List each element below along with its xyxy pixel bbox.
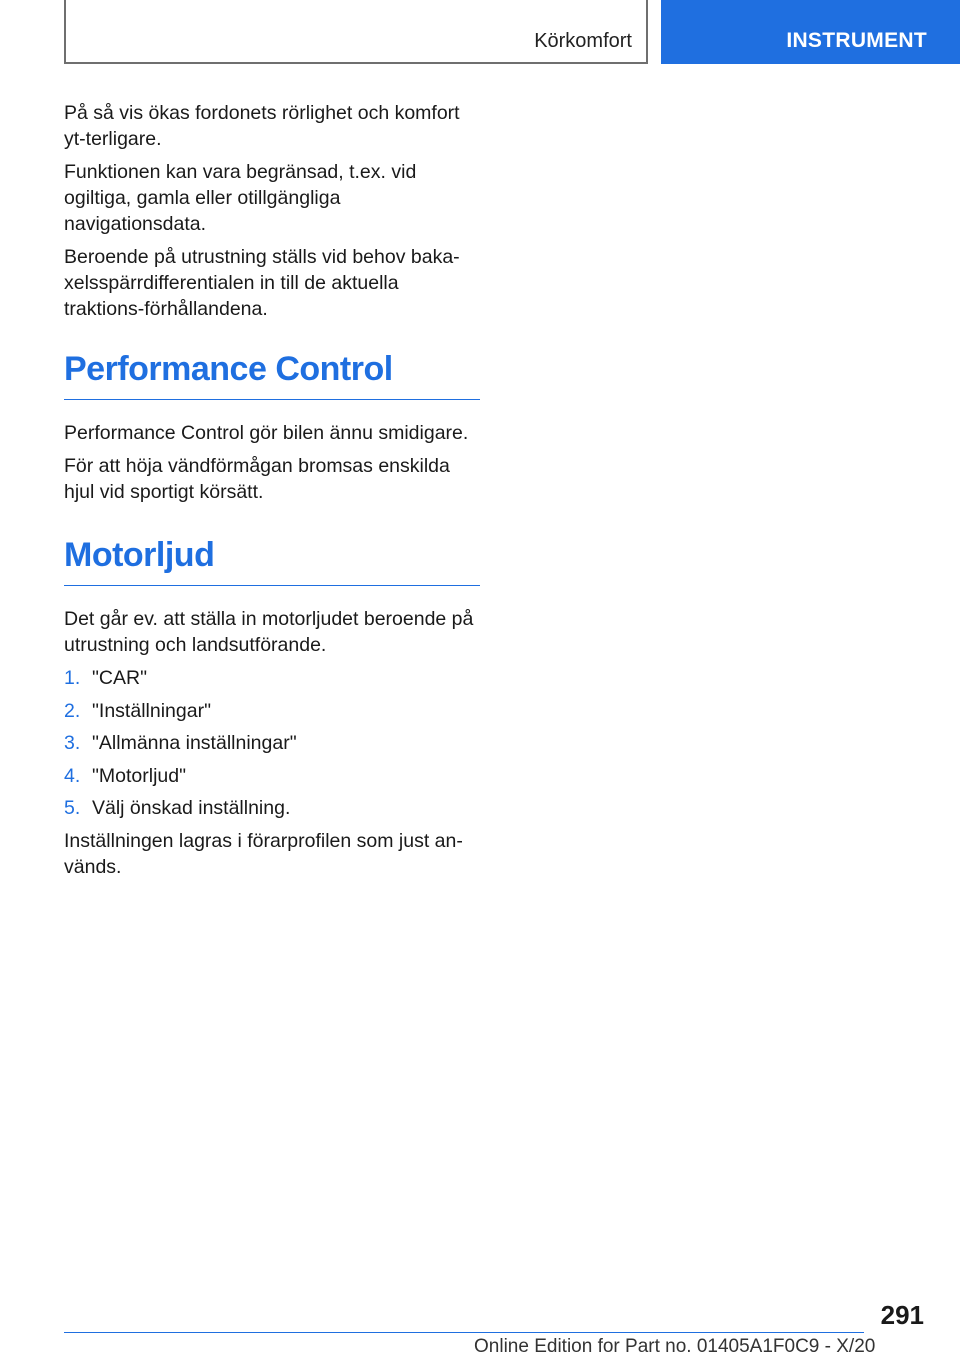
edition-text[interactable]: Online Edition for Part no. 01405A1F0C9 - X/20 xyxy=(474,1336,876,1357)
list-item xyxy=(64,763,480,789)
step-number: 5. xyxy=(64,797,81,819)
step-number: 4. xyxy=(64,764,81,787)
list-item xyxy=(64,730,480,756)
page-number: 291 xyxy=(880,1300,924,1330)
list-item xyxy=(64,795,480,821)
motorljud-heading: Motorljud xyxy=(64,535,480,586)
performance-paragraph-2: För att höja vändförmågan bromsas enskilda hjul vid sportigt körsätt. xyxy=(64,455,450,503)
intro-paragraph-2: Funktionen kan vara begränsad, t.ex. vid ogiltiga, gamla eller otillgängliga navigationsdata. xyxy=(64,161,417,235)
header-section-box xyxy=(64,0,648,64)
section-title: Körkomfort xyxy=(534,30,632,52)
step-number: 1. xyxy=(64,667,81,689)
intro-paragraph-3: Beroende på utrustning ställs vid behov baka-xelsspärrdifferentialen in till de aktuella traktions-förhållandena. xyxy=(64,246,460,320)
header-chapter-tab[interactable] xyxy=(661,0,960,64)
intro-paragraph-1: På så vis ökas fordonets rörlighet och komfort yt-terligare. xyxy=(64,102,460,150)
motorljud-steps-list xyxy=(64,665,480,821)
step-number: 2. xyxy=(64,699,81,722)
footer-divider xyxy=(64,1332,864,1333)
motorljud-paragraph-1: Det går ev. att ställa in motorljudet beroende på utrustning och landsutförande. xyxy=(64,608,474,656)
step-text: "Motorljud" xyxy=(92,764,187,787)
step-number: 3. xyxy=(64,732,81,754)
performance-paragraph-1: Performance Control gör bilen ännu smidigare. xyxy=(64,422,469,444)
chapter-title: INSTRUMENT xyxy=(786,29,927,52)
step-text: "Inställningar" xyxy=(92,699,211,722)
step-text: Välj önskad inställning. xyxy=(92,797,291,819)
step-text: "Allmänna inställningar" xyxy=(92,732,297,754)
step-text: "CAR" xyxy=(92,667,148,689)
list-item xyxy=(64,698,480,724)
performance-control-heading: Performance Control xyxy=(64,349,480,400)
list-item xyxy=(64,665,480,691)
page-content xyxy=(64,100,480,887)
motorljud-paragraph-2: Inställningen lagras i förarprofilen som just an-vänds. xyxy=(64,830,463,878)
